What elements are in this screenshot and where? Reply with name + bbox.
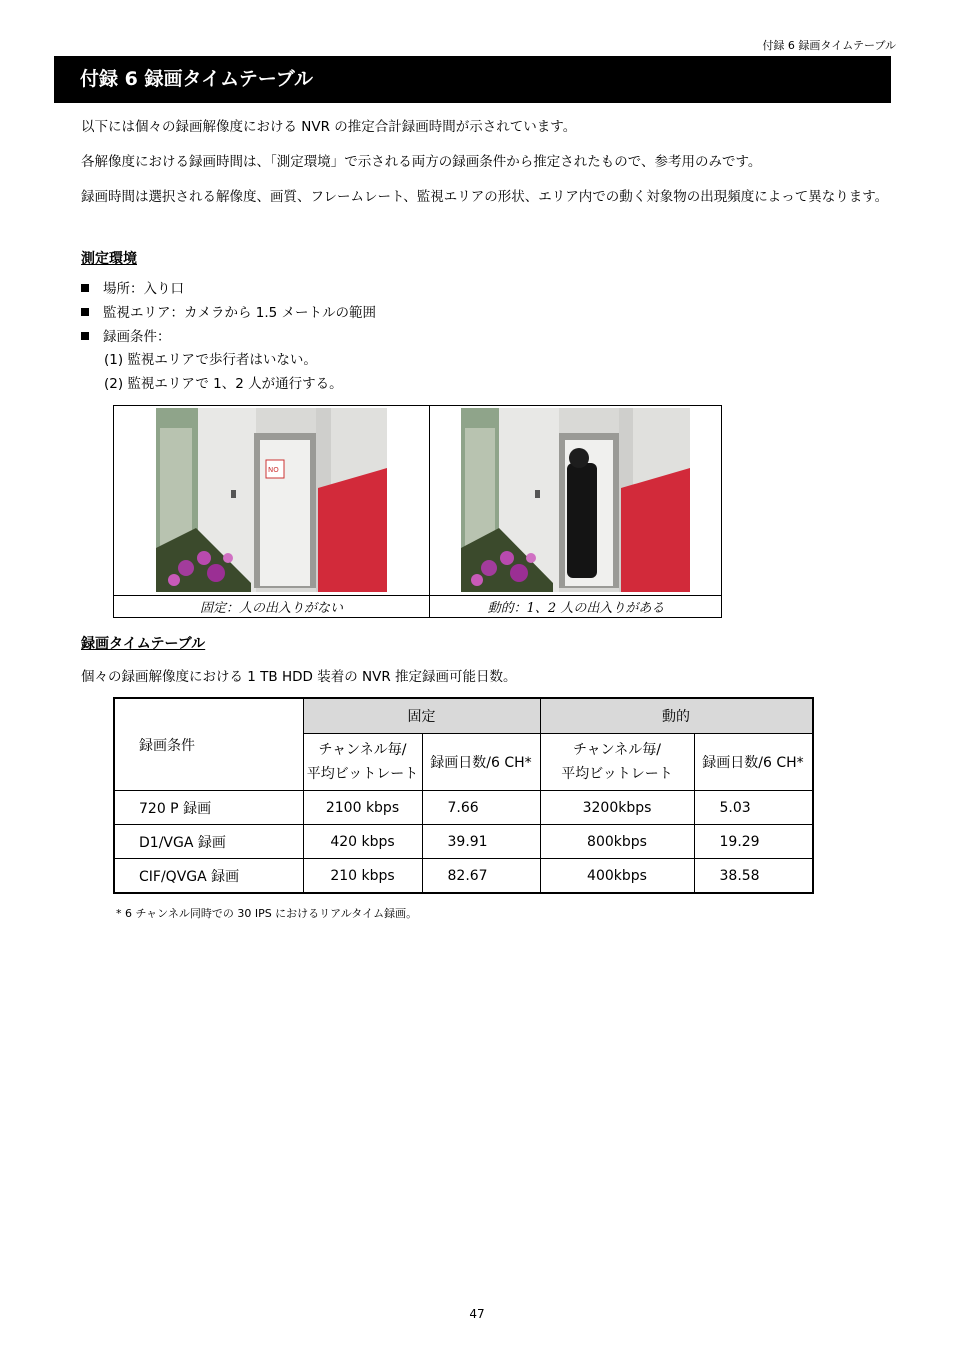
page-title: 付録 6 録画タイムテーブル <box>54 56 891 103</box>
dynamic-days-cell: 38.58 <box>694 859 813 894</box>
page-number: 47 <box>469 1307 485 1321</box>
dynamic-bitrate-cell: 3200kbps <box>540 791 694 825</box>
bullet-square-icon <box>81 284 89 292</box>
row-label: D1/VGA 録画 <box>114 825 303 859</box>
photo-static <box>156 408 387 592</box>
dynamic-bitrate-cell: 400kbps <box>540 859 694 894</box>
header-fixed-days: 録画日数/6 CH* <box>422 734 540 791</box>
header-dynamic-days: 録画日数/6 CH* <box>694 734 813 791</box>
dynamic-bitrate-cell: 800kbps <box>540 825 694 859</box>
row-label: CIF/QVGA 録画 <box>114 859 303 894</box>
intro-paragraph-2: 各解像度における録画時間は、「測定環境」で示される両方の録画条件から推定されたもので、参考用のみです。 <box>81 154 762 170</box>
fixed-bitrate-cell: 210 kbps <box>303 859 422 894</box>
dynamic-days-cell: 5.03 <box>694 791 813 825</box>
photo-dynamic <box>461 408 690 592</box>
table-row <box>114 825 813 859</box>
caption-static: 固定：人の出入りがない <box>199 601 343 616</box>
recording-time-table <box>113 697 814 894</box>
fixed-bitrate-cell: 420 kbps <box>303 825 422 859</box>
dynamic-days-cell: 19.29 <box>694 825 813 859</box>
footnote: * 6 チャンネル同時での 30 IPS におけるリアルタイム録画。 <box>116 907 418 920</box>
bullet-location: 場所：入り口 <box>81 277 184 297</box>
table-row <box>114 859 813 894</box>
fixed-days-cell: 39.91 <box>422 825 540 859</box>
fixed-days-cell: 7.66 <box>422 791 540 825</box>
table-intro: 個々の録画解像度における 1 TB HDD 装着の NVR 推定録画可能日数。 <box>81 669 517 685</box>
intro-paragraph-1: 以下には個々の録画解像度における NVR の推定合計録画時間が示されています。 <box>81 119 577 135</box>
bullet-conditions: 録画条件： <box>81 325 171 345</box>
no-sign-text: NO <box>268 466 279 474</box>
condition-1: (1) 監視エリアで歩行者はいない。 <box>104 352 317 368</box>
caption-dynamic: 動的：1、2 人の出入りがある <box>487 601 665 616</box>
table-heading: 録画タイムテーブル <box>81 636 206 652</box>
fixed-bitrate-cell: 2100 kbps <box>303 791 422 825</box>
row-label: 720 P 録画 <box>114 791 303 825</box>
header-fixed: 固定 <box>303 698 540 734</box>
header-dynamic-bitrate: チャンネル毎/ 平均ビットレート <box>540 734 694 791</box>
fixed-days-cell: 82.67 <box>422 859 540 894</box>
intro-paragraph-3: 録画時間は選択される解像度、画質、フレームレート、監視エリアの形状、エリア内での動く対象物の出現頻度によって異なります。 <box>81 189 889 205</box>
bullet-square-icon <box>81 332 89 340</box>
env-heading: 測定環境 <box>81 251 137 267</box>
header-dynamic: 動的 <box>540 698 813 734</box>
photo-comparison-table <box>113 405 722 618</box>
condition-2: (2) 監視エリアで 1、2 人が通行する。 <box>104 376 343 392</box>
header-condition: 録画条件 <box>114 698 303 791</box>
table-row <box>114 791 813 825</box>
bullet-area: 監視エリア：カメラから 1.5 メートルの範囲 <box>81 301 376 321</box>
running-header: 付録 6 録画タイムテーブル <box>762 39 896 52</box>
bullet-square-icon <box>81 308 89 316</box>
header-fixed-bitrate: チャンネル毎/ 平均ビットレート <box>303 734 422 791</box>
